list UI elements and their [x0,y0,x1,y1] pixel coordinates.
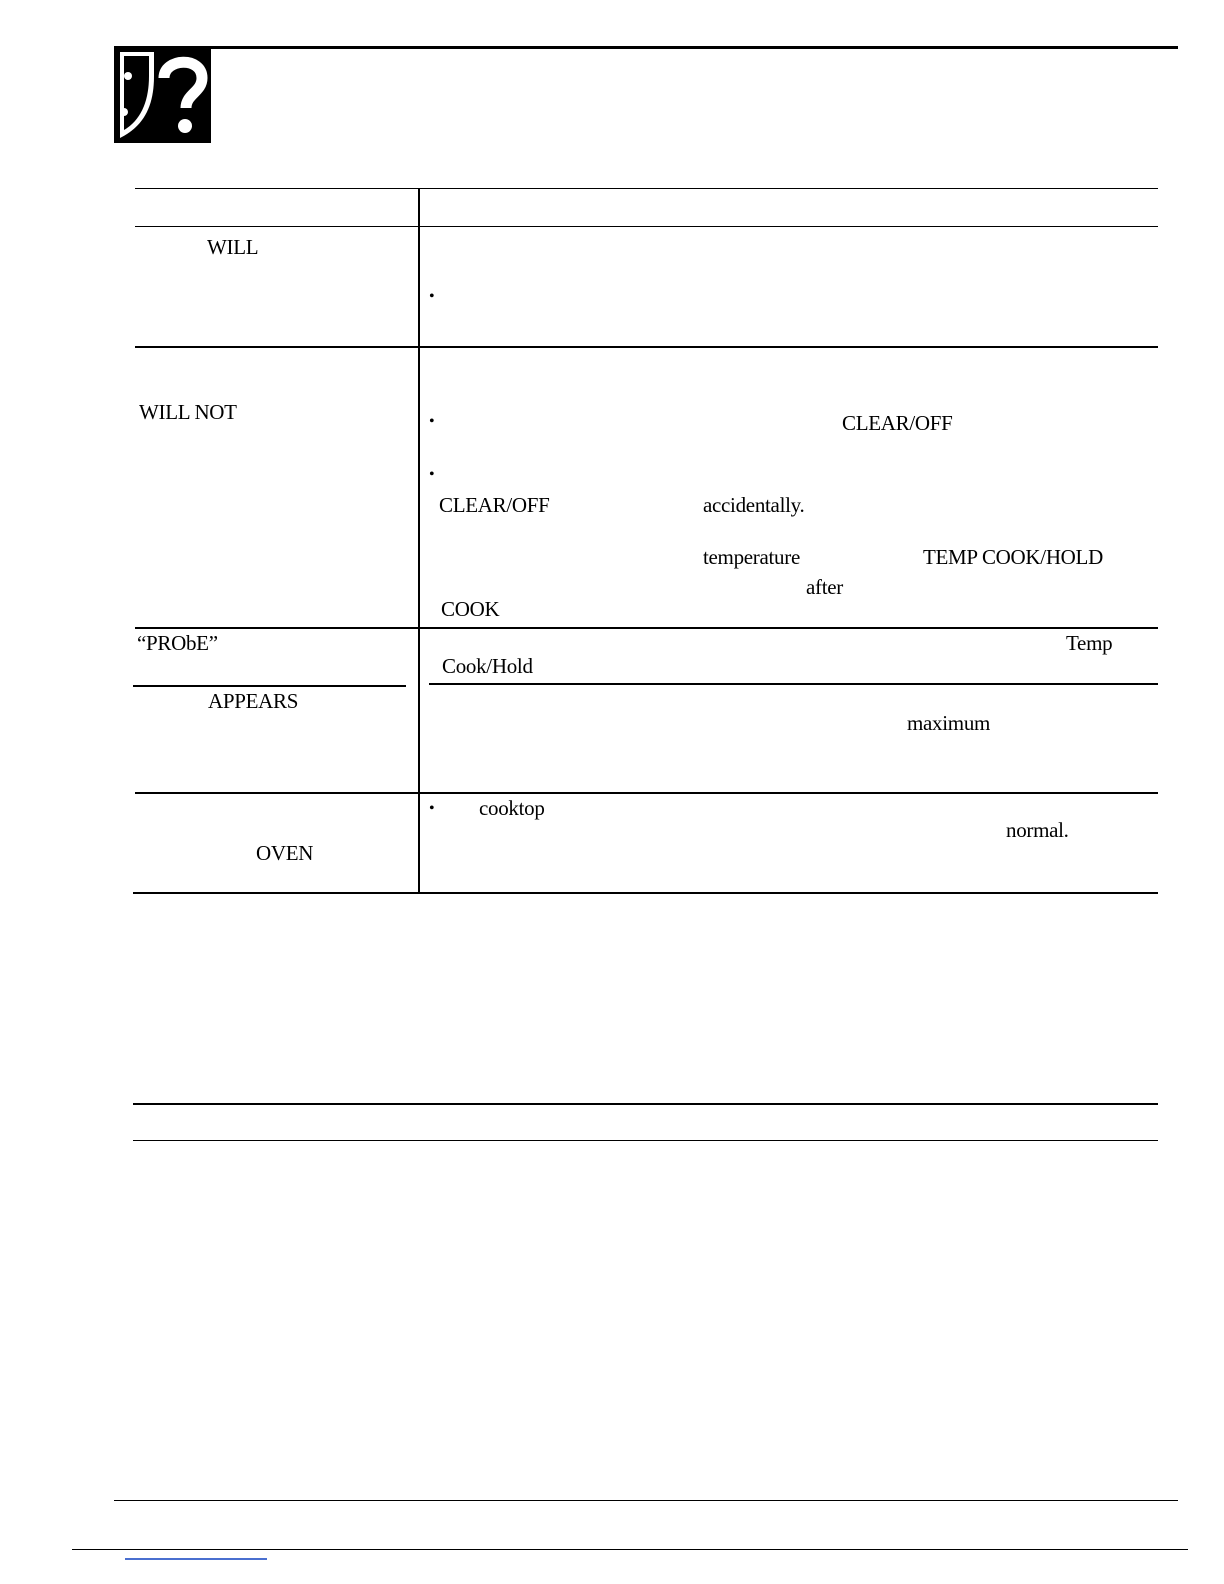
problem-cell-text: WILL [207,235,259,259]
link-underline[interactable] [125,1558,267,1560]
bottom-edge-rule [72,1549,1188,1550]
lower-section-rule-bottom [133,1140,1158,1141]
problem-cell-text: WILL NOT [139,400,237,424]
row-divider-1 [135,346,1158,348]
solution-text: normal. [1006,818,1069,842]
solution-text: Temp [1066,631,1113,655]
solution-keyword: CLEAR/OFF [439,493,550,517]
solution-text: maximum [907,711,991,735]
question-face-icon [114,46,211,143]
row-divider-3-right [429,683,1158,685]
solution-text: Cook/Hold [442,654,533,678]
bullet-icon: • [429,413,435,430]
footer-rule [114,1500,1178,1501]
solution-keyword: COOK [441,597,500,621]
bullet-icon: • [429,288,435,305]
solution-text: accidentally. [703,493,805,517]
problem-cell-text: OVEN [256,841,314,865]
header-rule [114,46,1178,49]
bullet-icon: • [429,800,435,817]
problem-cell-text: APPEARS [208,689,299,713]
solution-text: temperature [703,545,800,569]
row-divider-3-left [133,685,406,687]
table-column-divider [418,188,420,893]
table-bottom-rule [133,892,1158,894]
solution-text: after [806,575,843,599]
problem-cell-text: “PRObE” [137,631,218,655]
bullet-icon: • [429,466,435,483]
solution-keyword: TEMP COOK/HOLD [923,545,1103,569]
table-header-rule [135,226,1158,227]
lower-section-rule-top [133,1103,1158,1105]
row-divider-4 [135,792,1158,794]
row-divider-2 [135,627,1158,629]
solution-text: cooktop [479,796,545,820]
table-top-rule [135,188,1158,189]
solution-keyword: CLEAR/OFF [842,411,953,435]
